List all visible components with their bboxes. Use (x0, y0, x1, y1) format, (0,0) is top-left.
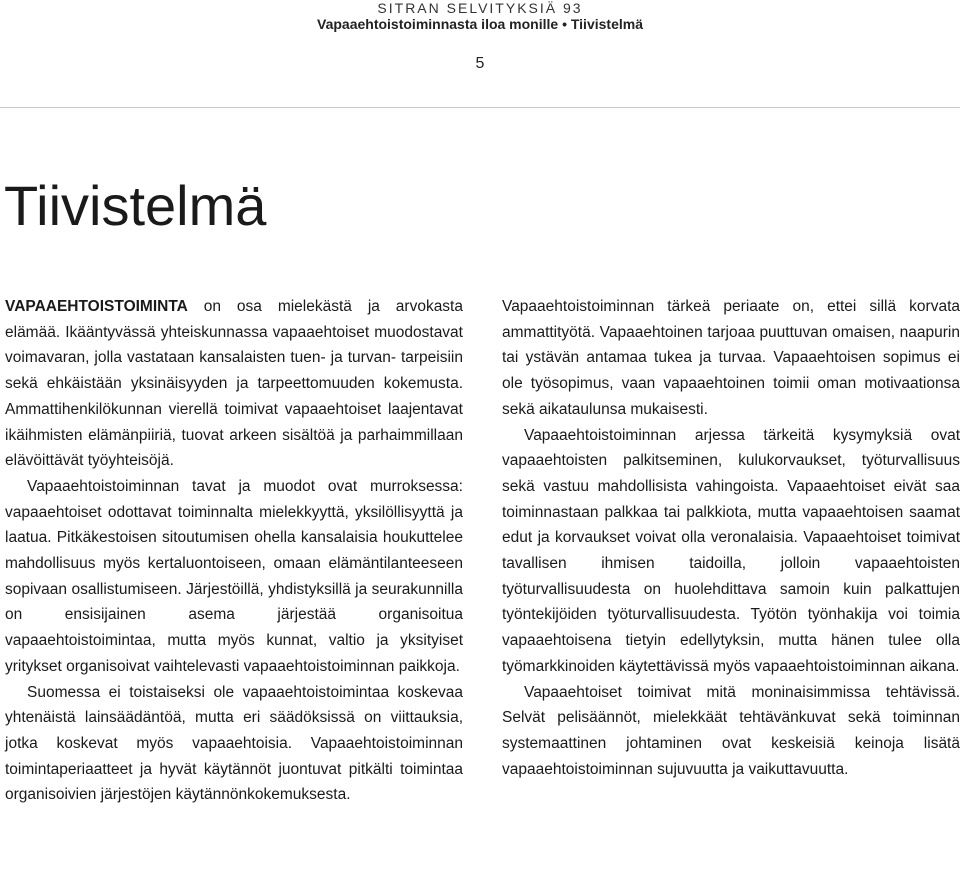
paragraph: Vapaaehtoistoiminnan tärkeä periaate on, ettei sillä korvata ammattityötä. Vapaaehtoinen tarjoaa puuttuvan omaisen, naapurin tai ystävän antamaa tukea ja turvaa. Vapaaehtoisen sopimus ei ole työsopimus, vaan vapaaehtoinen toimii oman motivaationsa sekä aikataulunsa mukaisesti. (502, 298, 960, 418)
paragraph: Suomessa ei toistaiseksi ole vapaaehtoistoimintaa koskevaa yhtenäistä lainsäädäntöä, mutta eri säädöksissä on viittauksia, jotka koskevat myös vapaaehtoisia. Vapaaehtoistoiminnan toimintaperiaatteet ja hyvät käytännöt juontuvat pitkälti toimintaa organisoivien järjestöjen käytännönkokemuksesta. (5, 683, 463, 804)
paragraph: Vapaaehtoiset toimivat mitä moninaisimmissa tehtävissä. Selvät pelisäännöt, mielekkäät tehtävänkuvat sekä toiminnan systemaattinen johtaminen ovat keskeisiä keinoja lisätä vapaaehtoistoiminnan sujuvuutta ja vaikuttavuutta. (502, 683, 960, 778)
page-number: 5 (475, 55, 485, 72)
page-title: Tiivistelmä (4, 174, 267, 237)
lead-word: VAPAAEHTOISTOIMINTA (5, 298, 188, 315)
paragraph (5, 294, 463, 474)
right-column (502, 294, 960, 782)
series-title: SITRAN SELVITYKSIÄ 93 (377, 0, 583, 16)
paragraph-text: on osa mielekästä ja arvokasta elämää. Ikääntyvässä yhteiskunnassa vapaaehtoiset muodostavat voimavaran, jolla vastataan kansalaisten tuen- ja turvan- tarpeisiin sekä ehkäistään yksinäisyyden ja tarpeettomuuden kokemusta. Ammattihenkilökunnan vierellä toimivat vapaaehtoiset laajentavat ikäihmisten elämänpiiriä, tuovat arkeen sisältöä ja parhaimmillaan elävöittävät työyhteisöjä. (5, 298, 463, 470)
report-subtitle: Vapaaehtoistoiminnasta iloa monille • Tiivistelmä (317, 16, 643, 32)
paragraph: Vapaaehtoistoiminnan arjessa tärkeitä kysymyksiä ovat vapaaehtoisten palkitseminen, kulukorvaukset, työturvallisuus sekä vastuu mahdollisista vahingoista. Vapaaehtoiset eivät saa toiminnastaan palkkaa tai palkkiota, mutta vapaaehtoisen saamat edut ja korvaukset voivat olla veronalaisia. Vapaaehtoiset toimivat tavallisen ihmisen taidoilla, jolloin vapaaehtoisten työturvallisuudesta on huolehdittava samoin kuin palkattujen työntekijöiden työturvallisuudesta. Työtön työnhakija voi toimia vapaaehtoisena tietyin edellytyksin, mutta hänen tulee olla työmarkkinoiden käytettävissä myös vapaaehtoistoiminnan aikana. (502, 426, 960, 675)
paragraph: Vapaaehtoistoiminnan tavat ja muodot ovat murroksessa: vapaaehtoiset odottavat toiminnalta mielekkyyttä, yksilöllisyyttä ja laatua. Pitkäkestoisen sitoutumisen ohella kansalaisia houkuttelee mahdollisuus myös kertaluontoiseen, omaan elämäntilanteeseen sopivaan osallistumiseen. Järjestöillä, yhdistyksillä ja seurakunnilla on ensisijainen asema järjestää organisoitua vapaaehtoistoimintaa, mutta myös kunnat, valtio ja yksityiset yritykset organisoivat vaihtelevasti vapaaehtoistoiminnan paikkoja. (5, 477, 463, 675)
header-divider (0, 107, 960, 108)
left-column (5, 294, 463, 808)
